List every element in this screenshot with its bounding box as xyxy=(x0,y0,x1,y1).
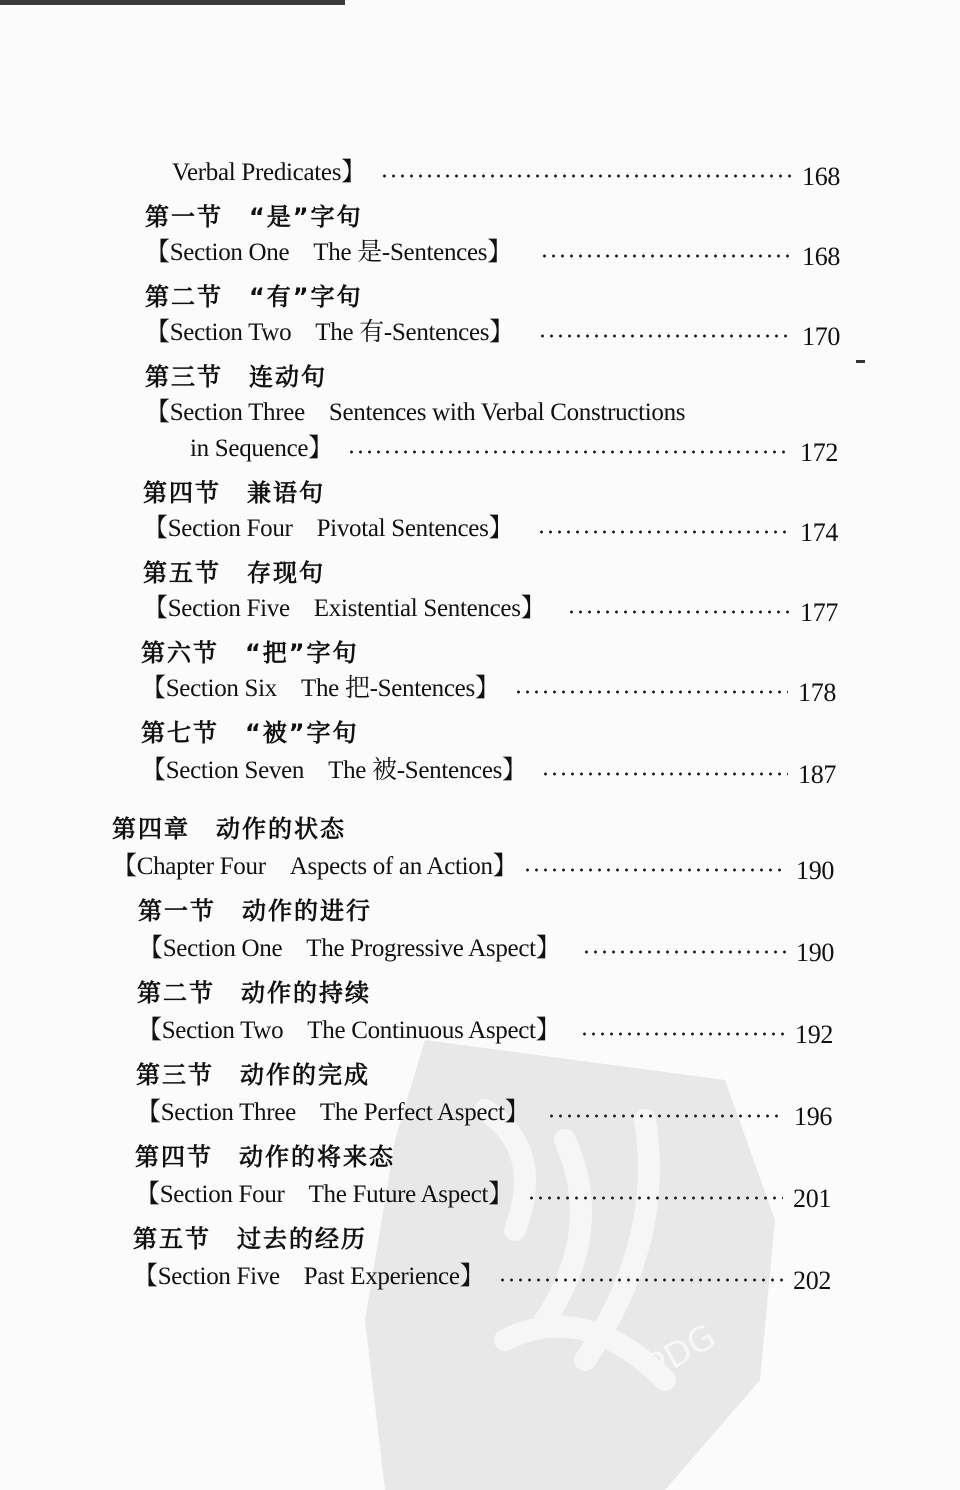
toc-heading-cn xyxy=(138,886,372,926)
leader-dots xyxy=(540,254,792,258)
section-number: 第四节 xyxy=(143,479,221,507)
toc-heading-cn xyxy=(141,708,359,748)
section-title-en: Pivotal Sentences】 xyxy=(316,515,514,542)
toc-heading-cn xyxy=(137,968,371,1008)
toc-heading-cn xyxy=(145,272,363,312)
toc-entry[interactable] xyxy=(135,1170,841,1213)
page-number: 172 xyxy=(800,438,839,467)
toc-heading-cn xyxy=(143,548,325,588)
section-number: 第一节 xyxy=(145,203,223,231)
scan-speck xyxy=(856,360,865,363)
section-title-cn: 过去的经历 xyxy=(237,1225,367,1253)
page-number: 168 xyxy=(802,242,841,271)
section-number: 第二节 xyxy=(137,979,215,1007)
section-number: 第三节 xyxy=(136,1061,214,1089)
page-number: 178 xyxy=(798,678,837,707)
toc-entry[interactable] xyxy=(172,148,850,191)
chapter-title-en: Aspects of an Action】 xyxy=(289,853,518,880)
section-title-en: The 有-Sentences】 xyxy=(315,319,514,346)
section-label: 【Section One xyxy=(138,935,283,962)
section-label: 【Section Six xyxy=(141,675,277,702)
toc-entry[interactable] xyxy=(136,1088,842,1131)
section-label: 【Section Five xyxy=(133,1263,280,1290)
leader-dots xyxy=(498,1278,783,1282)
leader-dots xyxy=(523,868,786,872)
toc-entry-chapter[interactable] xyxy=(112,842,844,885)
leader-dots xyxy=(580,1032,785,1036)
page-number: 174 xyxy=(800,518,839,547)
page-number: 201 xyxy=(793,1184,832,1213)
toc-entry-title: Verbal Predicates】 xyxy=(172,159,366,186)
section-title-cn: 动作的进行 xyxy=(242,897,372,925)
toc-entry[interactable] xyxy=(138,924,844,967)
page-number: 192 xyxy=(795,1020,834,1049)
section-title-cn: 动作的持续 xyxy=(241,979,371,1007)
chapter-title-cn: 动作的状态 xyxy=(216,815,346,843)
section-label: 【Section Four xyxy=(135,1181,285,1208)
section-number: 第五节 xyxy=(143,559,221,587)
section-title-cn: “被”字句 xyxy=(245,719,359,747)
toc-entry xyxy=(145,388,685,428)
section-label: 【Section Four xyxy=(143,515,293,542)
section-number: 第四节 xyxy=(135,1143,213,1171)
leader-dots xyxy=(541,772,788,776)
section-title-en: The Progressive Aspect】 xyxy=(306,935,561,962)
page-number: 177 xyxy=(800,598,839,627)
top-rule xyxy=(0,0,345,5)
toc-heading-cn xyxy=(136,1050,370,1090)
leader-dots xyxy=(538,334,792,338)
watermark-text: PDG xyxy=(639,1316,723,1388)
section-title-en: The Future Aspect】 xyxy=(308,1181,513,1208)
chapter-heading-cn xyxy=(112,804,346,844)
toc-entry[interactable] xyxy=(133,1252,841,1295)
leader-dots xyxy=(347,450,790,454)
toc-entry[interactable] xyxy=(141,664,846,707)
section-title-en: The 把-Sentences】 xyxy=(301,675,500,702)
toc-entry[interactable] xyxy=(141,746,846,789)
page-number: 187 xyxy=(798,760,837,789)
leader-dots xyxy=(547,1114,784,1118)
section-number: 第五节 xyxy=(133,1225,211,1253)
leader-dots xyxy=(514,690,788,694)
section-title-en: Existential Sentences】 xyxy=(313,595,546,622)
section-label: 【Section Three xyxy=(136,1099,296,1126)
toc-entry[interactable] xyxy=(143,504,848,547)
section-label: 【Section Three xyxy=(145,399,305,426)
chapter-number: 第四章 xyxy=(112,815,190,843)
section-label: 【Section Two xyxy=(145,319,292,346)
toc-heading-cn xyxy=(135,1132,395,1172)
section-title-cn: 动作的将来态 xyxy=(239,1143,395,1171)
page-number: 170 xyxy=(802,322,841,351)
section-number: 第一节 xyxy=(138,897,216,925)
section-number: 第六节 xyxy=(141,639,219,667)
section-title-cn: 兼语句 xyxy=(247,479,325,507)
chapter-label: 【Chapter Four xyxy=(112,853,266,880)
section-title-en: in Sequence】 xyxy=(190,435,333,462)
section-label: 【Section One xyxy=(145,239,290,266)
page-number: 190 xyxy=(796,856,835,885)
leader-dots xyxy=(537,530,790,534)
leader-dots xyxy=(380,174,792,178)
toc-heading-cn xyxy=(141,628,359,668)
section-title-en: Sentences with Verbal Constructions xyxy=(328,399,686,426)
toc-entry[interactable] xyxy=(145,308,850,351)
section-title-en: The 是-Sentences】 xyxy=(313,239,512,266)
toc-heading-cn xyxy=(145,192,363,232)
page-number: 196 xyxy=(794,1102,833,1131)
toc-heading-cn xyxy=(143,468,325,508)
page-number: 202 xyxy=(793,1266,832,1295)
leader-dots xyxy=(567,610,790,614)
section-title-cn: 动作的完成 xyxy=(240,1061,370,1089)
toc-entry[interactable] xyxy=(137,1006,843,1049)
page-number: 168 xyxy=(802,162,841,191)
section-title-cn: “把”字句 xyxy=(245,639,359,667)
toc-heading-cn xyxy=(133,1214,367,1254)
toc-entry[interactable] xyxy=(143,584,848,627)
section-label: 【Section Five xyxy=(143,595,290,622)
section-number: 第三节 xyxy=(145,363,223,391)
section-title-cn: “有”字句 xyxy=(249,283,363,311)
toc-entry[interactable] xyxy=(145,228,850,271)
section-title-en: The Perfect Aspect】 xyxy=(319,1099,530,1126)
toc-heading-cn xyxy=(145,352,327,392)
section-title-en: The 被-Sentences】 xyxy=(328,757,527,784)
section-number: 第二节 xyxy=(145,283,223,311)
page-number: 190 xyxy=(796,938,835,967)
section-title-en: The Continuous Aspect】 xyxy=(307,1017,561,1044)
section-number: 第七节 xyxy=(141,719,219,747)
section-label: 【Section Seven xyxy=(141,757,305,784)
leader-dots xyxy=(527,1196,783,1200)
section-label: 【Section Two xyxy=(137,1017,284,1044)
section-title-en: Past Experience】 xyxy=(303,1263,485,1290)
section-title-cn: 连动句 xyxy=(249,363,327,391)
section-title-cn: “是”字句 xyxy=(249,203,363,231)
leader-dots xyxy=(582,950,786,954)
section-title-cn: 存现句 xyxy=(247,559,325,587)
toc-entry[interactable] xyxy=(190,424,848,467)
